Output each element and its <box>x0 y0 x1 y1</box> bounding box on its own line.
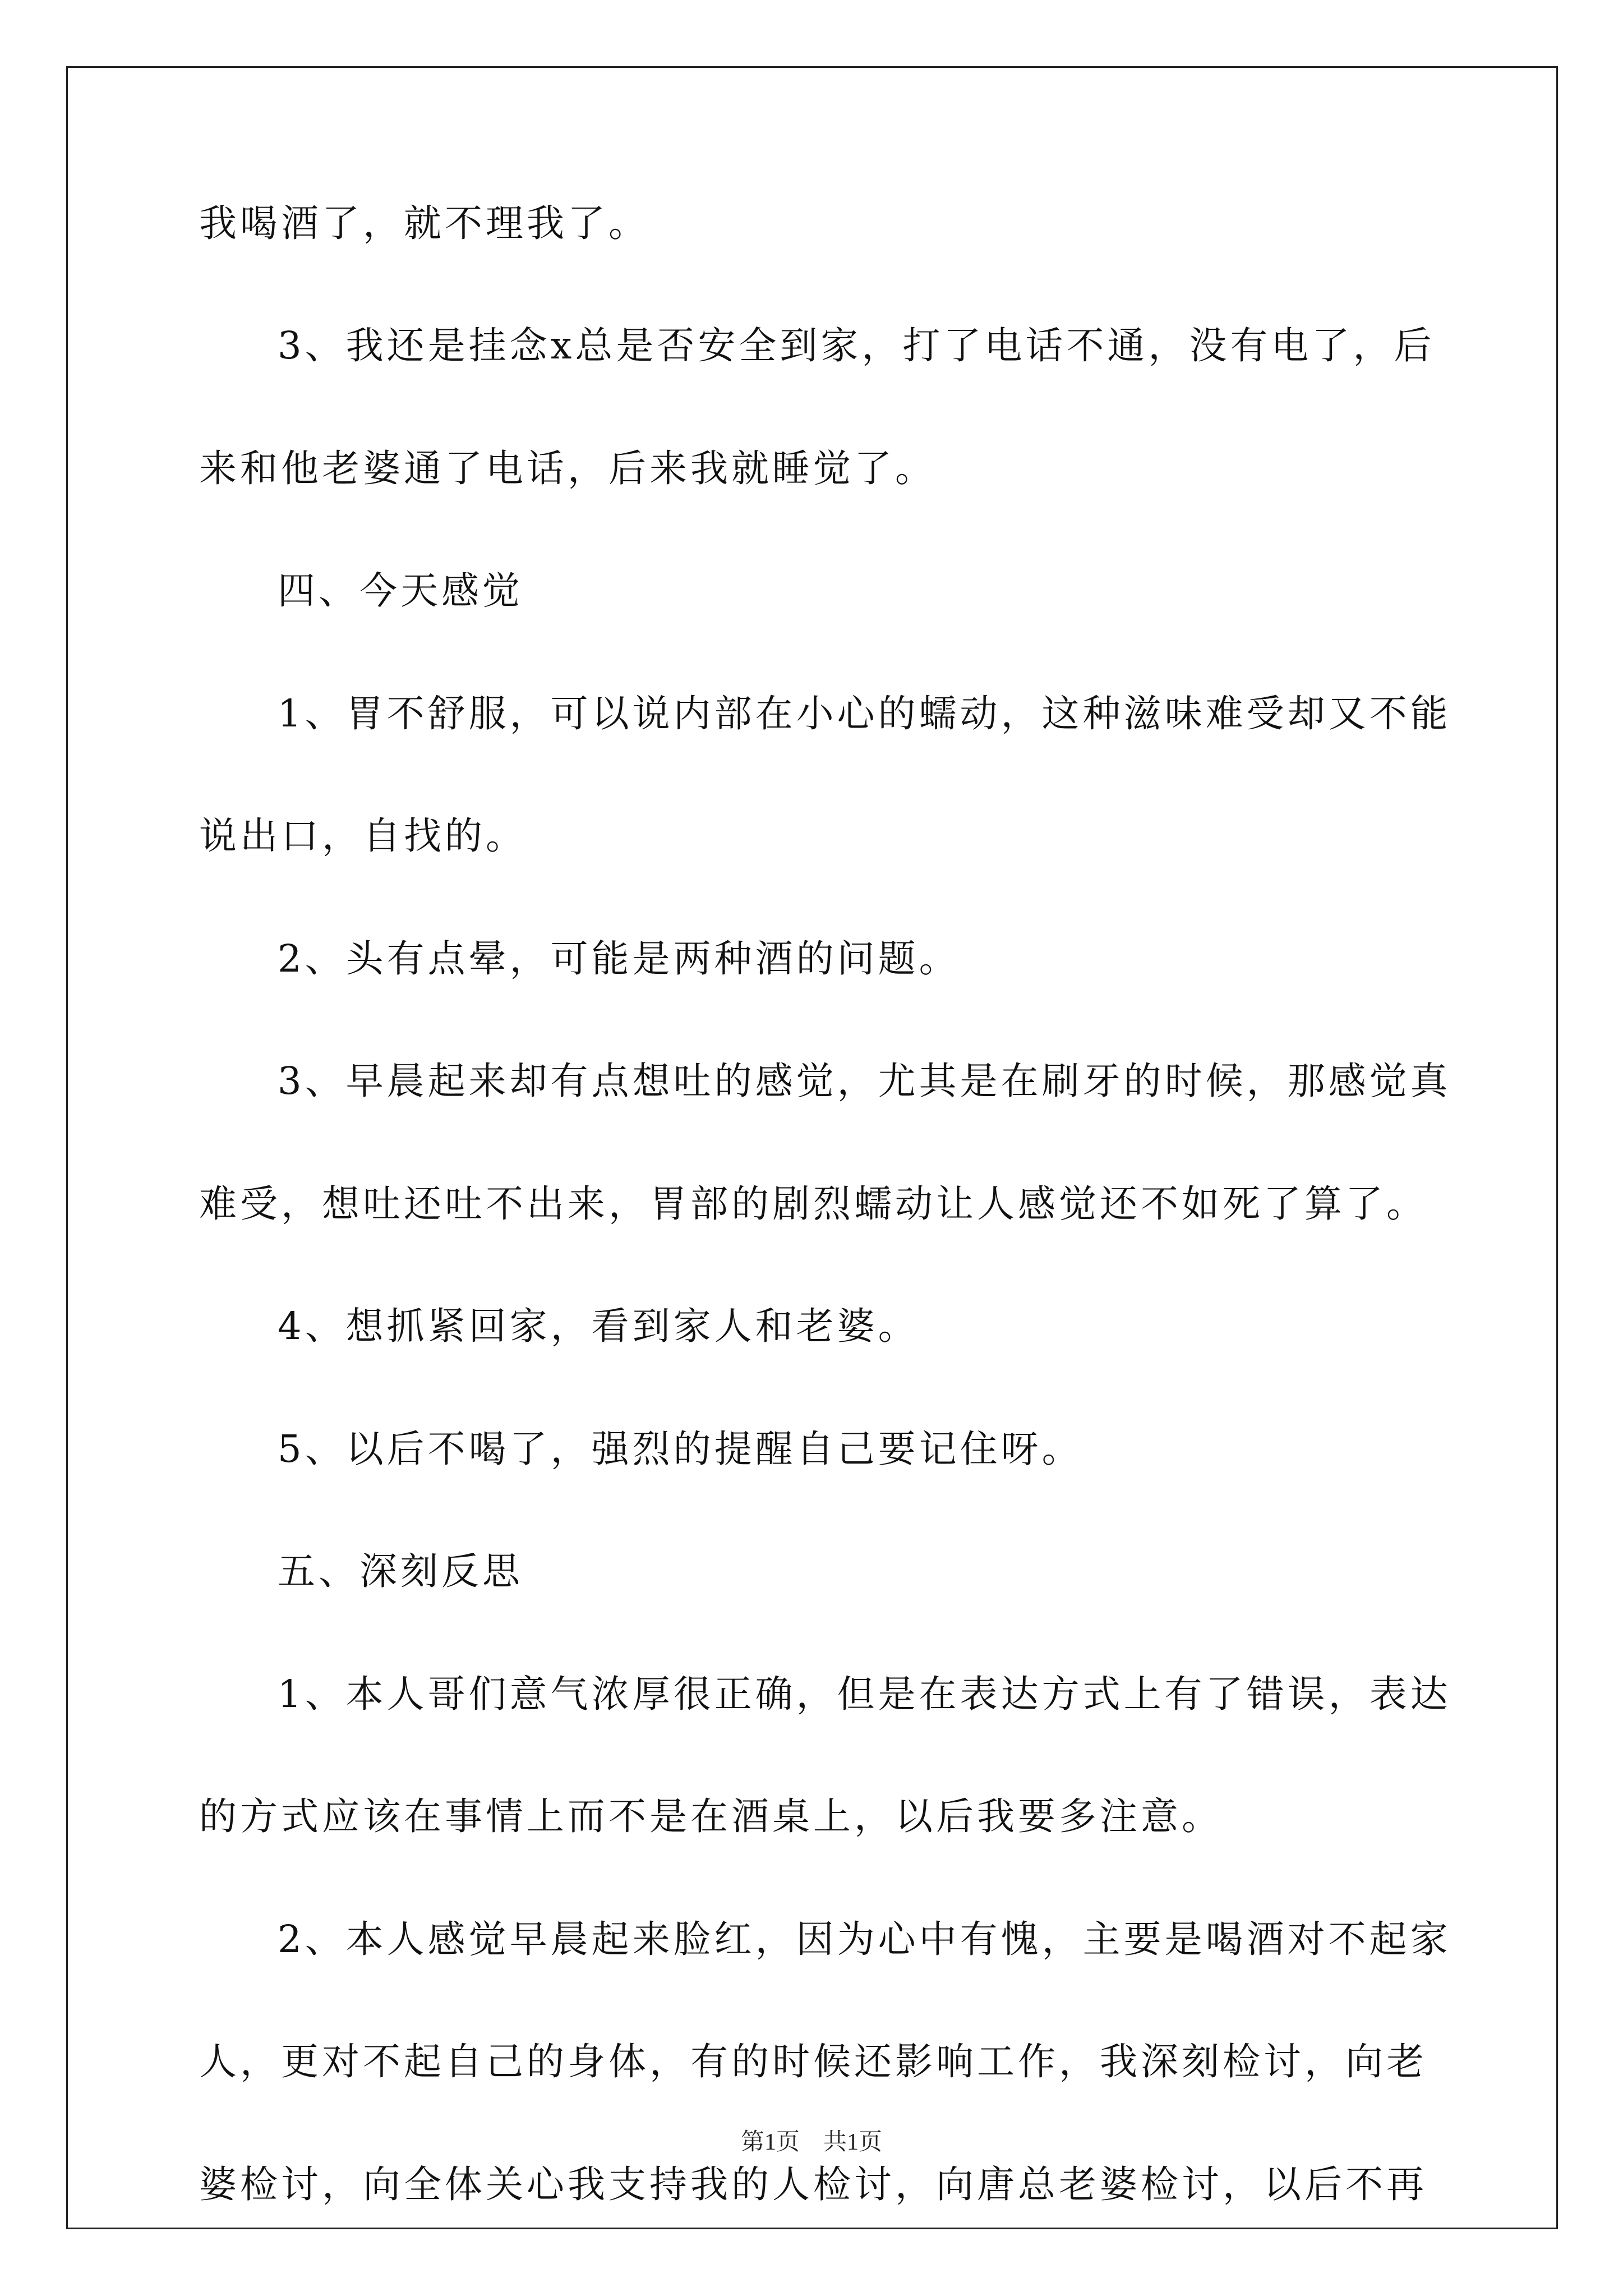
section-heading: 五、深刻反思 <box>278 1549 523 1593</box>
page-border <box>66 66 1558 2229</box>
text-line: 人，更对不起自己的身体，有的时候还影响工作，我深刻检讨，向老 <box>199 2040 1427 2083</box>
text-line: 的方式应该在事情上而不是在酒桌上，以后我要多注意。 <box>199 1795 1223 1838</box>
text-line: 3、早晨起来却有点想吐的感觉，尤其是在刷牙的时候，那感觉真 <box>278 1059 1451 1103</box>
text-line: 5、以后不喝了，强烈的提醒自己要记住呀。 <box>278 1427 1083 1471</box>
text-line: 婆检讨，向全体关心我支持我的人检讨，向唐总老婆检讨，以后不再 <box>199 2162 1427 2206</box>
text-line: 难受，想吐还吐不出来，胃部的剧烈蠕动让人感觉还不如死了算了。 <box>199 1182 1427 1226</box>
text-line: 2、本人感觉早晨起来脸红，因为心中有愧，主要是喝酒对不起家 <box>278 1917 1451 1961</box>
text-line: 1、胃不舒服，可以说内部在小心的蠕动，这种滋味难受却又不能 <box>278 692 1451 735</box>
text-line: 1、本人哥们意气浓厚很正确，但是在表达方式上有了错误，表达 <box>278 1672 1451 1716</box>
text-line: 3、我还是挂念x总是否安全到家，打了电话不通，没有电了，后 <box>278 324 1435 367</box>
page-number: 第1页 共1页 <box>740 2129 882 2155</box>
text-line: 2、头有点晕，可能是两种酒的问题。 <box>278 937 960 981</box>
text-line: 说出口，自找的。 <box>199 814 527 858</box>
section-heading: 四、今天感觉 <box>278 569 523 613</box>
text-line: 来和他老婆通了电话，后来我就睡觉了。 <box>199 447 936 490</box>
text-line: 我喝酒了，就不理我了。 <box>199 201 649 245</box>
text-line: 4、想抓紧回家，看到家人和老婆。 <box>278 1304 919 1348</box>
